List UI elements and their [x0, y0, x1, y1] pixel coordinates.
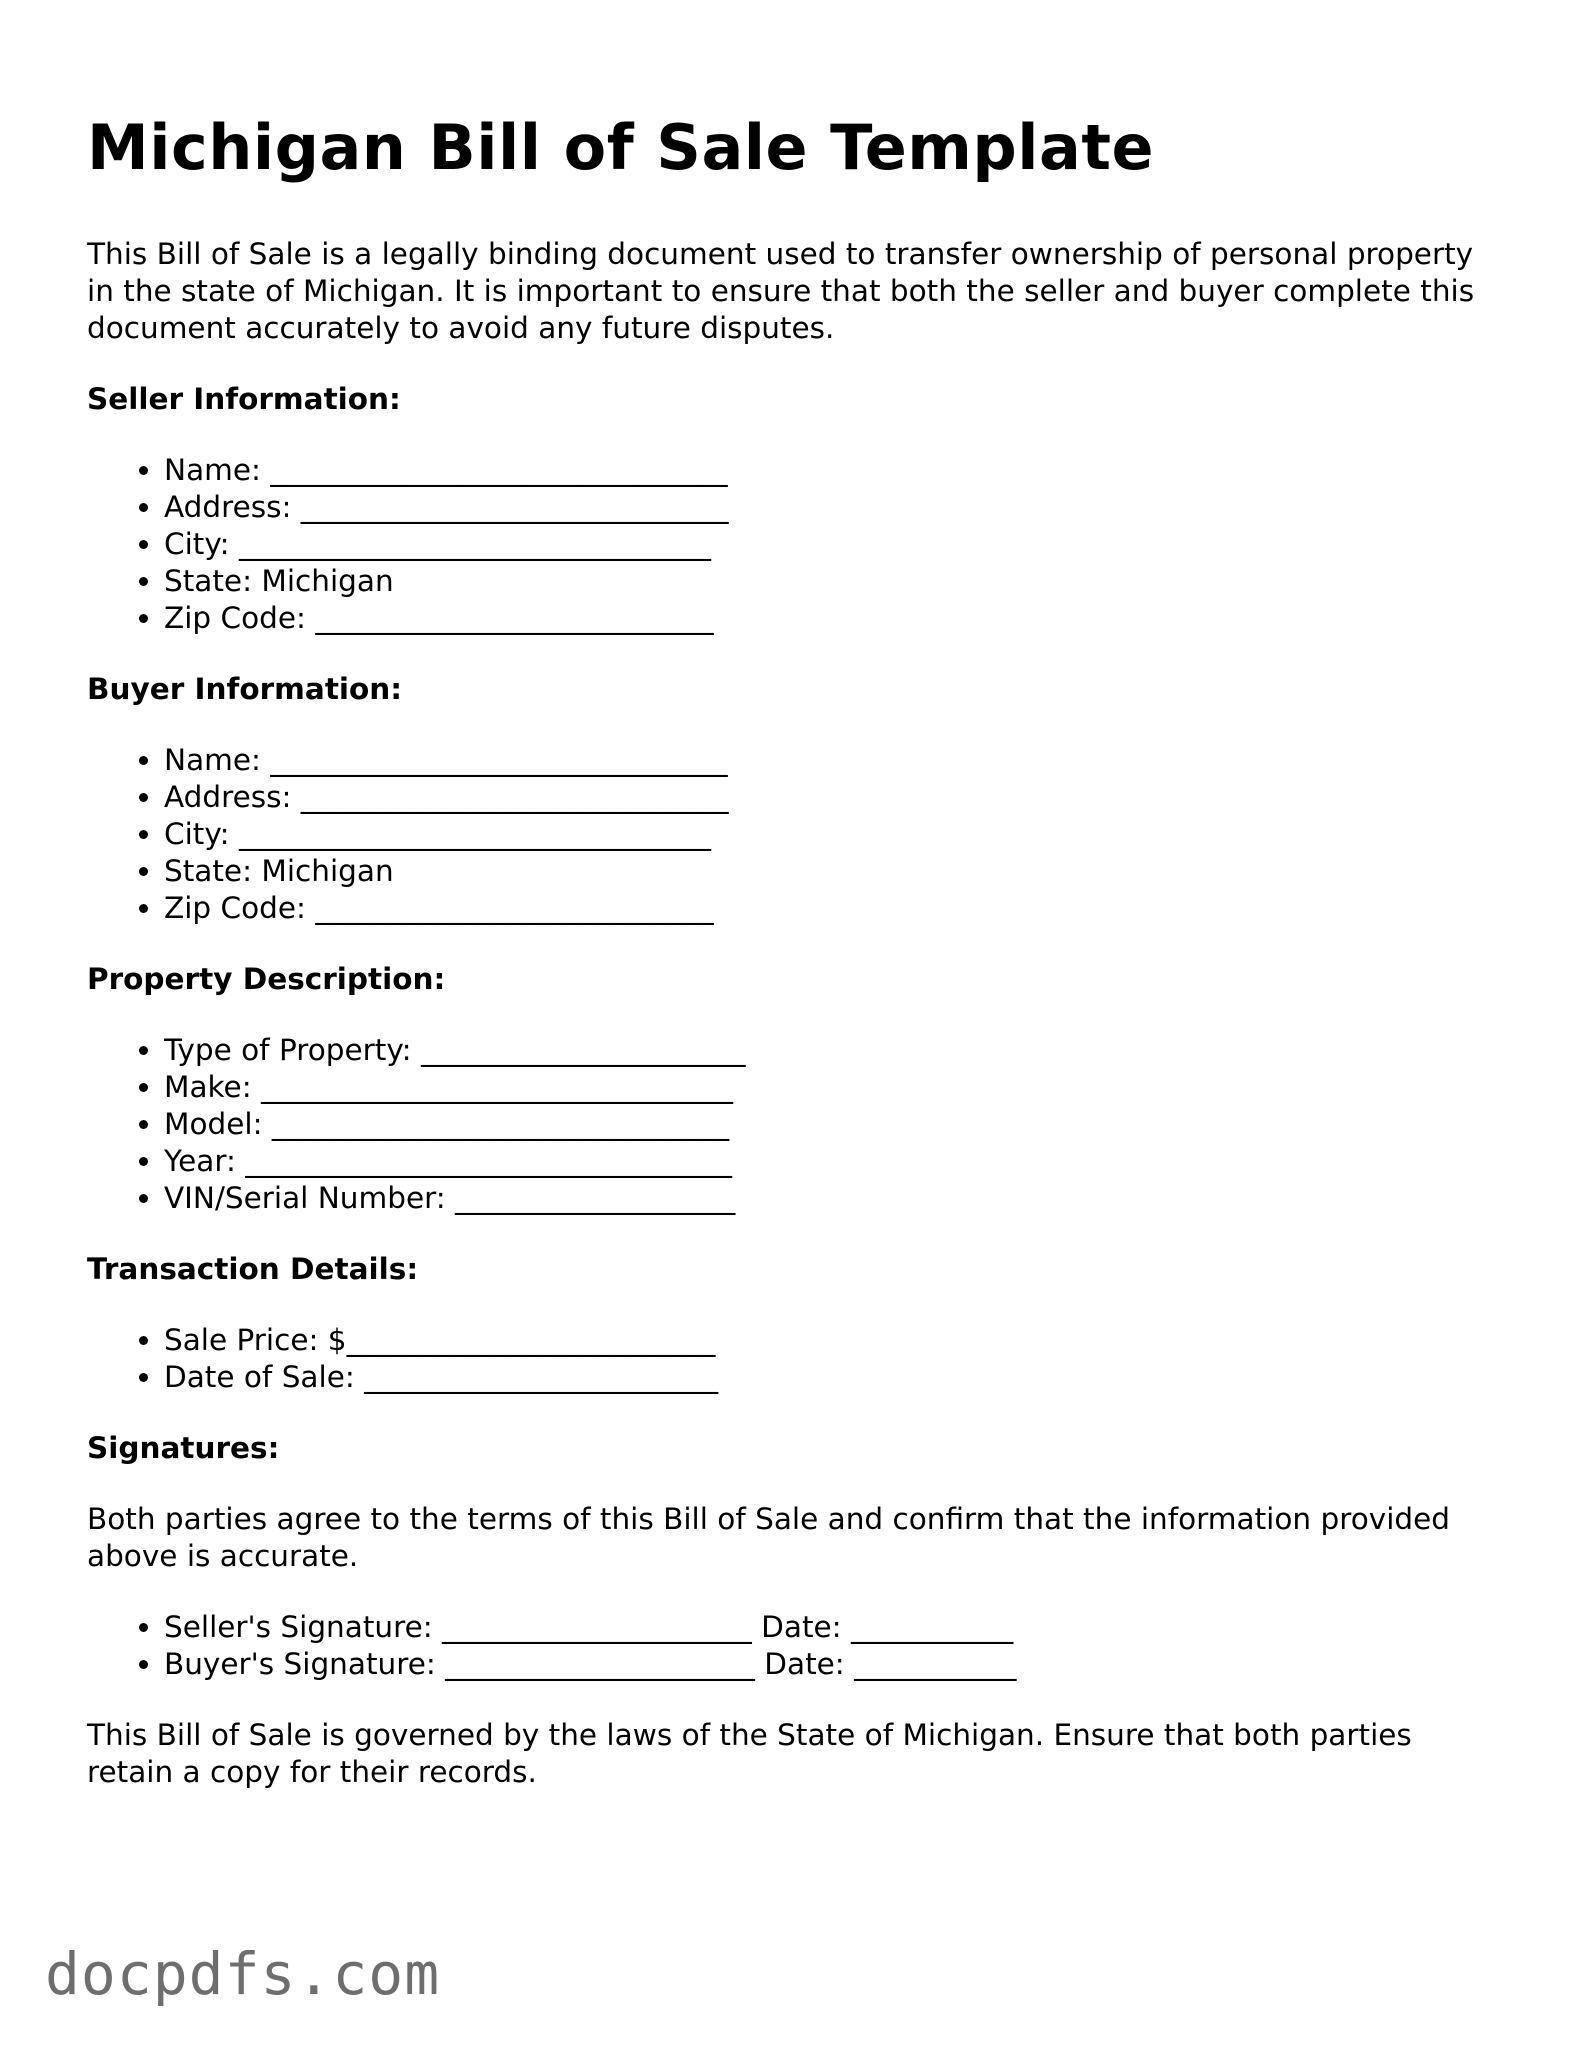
seller-address-field: • Address: _____________________________ [164, 489, 1507, 526]
property-vin-field: • VIN/Serial Number: ___________________ [164, 1180, 1507, 1217]
watermark-text: docpdfs.com [45, 1940, 441, 2008]
seller-heading: Seller Information: [87, 382, 401, 416]
buyer-name-field: • Name: _______________________________ [164, 742, 1507, 779]
signatures-heading: Signatures: [87, 1431, 280, 1465]
seller-signature-field: • Seller's Signature: _____________________ Date: ___________ [164, 1609, 1507, 1646]
seller-list [87, 452, 1507, 637]
property-make-field: • Make: ________________________________ [164, 1069, 1507, 1106]
property-list [87, 1032, 1507, 1217]
seller-name-field: • Name: _______________________________ [164, 452, 1507, 489]
sale-date-field: • Date of Sale: ________________________ [164, 1359, 1507, 1396]
closing-paragraph: This Bill of Sale is governed by the laws of the State of Michigan. Ensure that both parties retain a copy for their records. [87, 1718, 1412, 1789]
property-year-field: • Year: _________________________________ [164, 1143, 1507, 1180]
property-heading: Property Description: [87, 962, 446, 996]
sale-price-field: • Sale Price: $_________________________ [164, 1322, 1507, 1359]
seller-city-field: • City: ________________________________ [164, 526, 1507, 563]
buyer-zip-field: • Zip Code: ___________________________ [164, 890, 1507, 927]
seller-zip-field: • Zip Code: ___________________________ [164, 600, 1507, 637]
buyer-heading: Buyer Information: [87, 672, 403, 706]
property-model-field: • Model: _______________________________ [164, 1106, 1507, 1143]
signatures-list [87, 1609, 1507, 1683]
document-title: Michigan Bill of Sale Template [87, 111, 1155, 184]
document-page [87, 108, 1507, 1825]
buyer-address-field: • Address: _____________________________ [164, 779, 1507, 816]
buyer-state-field: • State: Michigan [164, 853, 1507, 890]
intro-paragraph: This Bill of Sale is a legally binding document used to transfer ownership of personal property in the state of Michigan. It is important to ensure that both the seller and buyer complete this document accurately to avoid any future disputes. [87, 237, 1475, 345]
buyer-city-field: • City: ________________________________ [164, 816, 1507, 853]
property-type-field: • Type of Property: ______________________ [164, 1032, 1507, 1069]
buyer-signature-field: • Buyer's Signature: _____________________ Date: ___________ [164, 1646, 1507, 1683]
transaction-heading: Transaction Details: [87, 1252, 419, 1286]
buyer-list [87, 742, 1507, 927]
signatures-paragraph: Both parties agree to the terms of this Bill of Sale and confirm that the information provided above is accurate. [87, 1502, 1450, 1573]
transaction-list [87, 1322, 1507, 1396]
seller-state-field: • State: Michigan [164, 563, 1507, 600]
